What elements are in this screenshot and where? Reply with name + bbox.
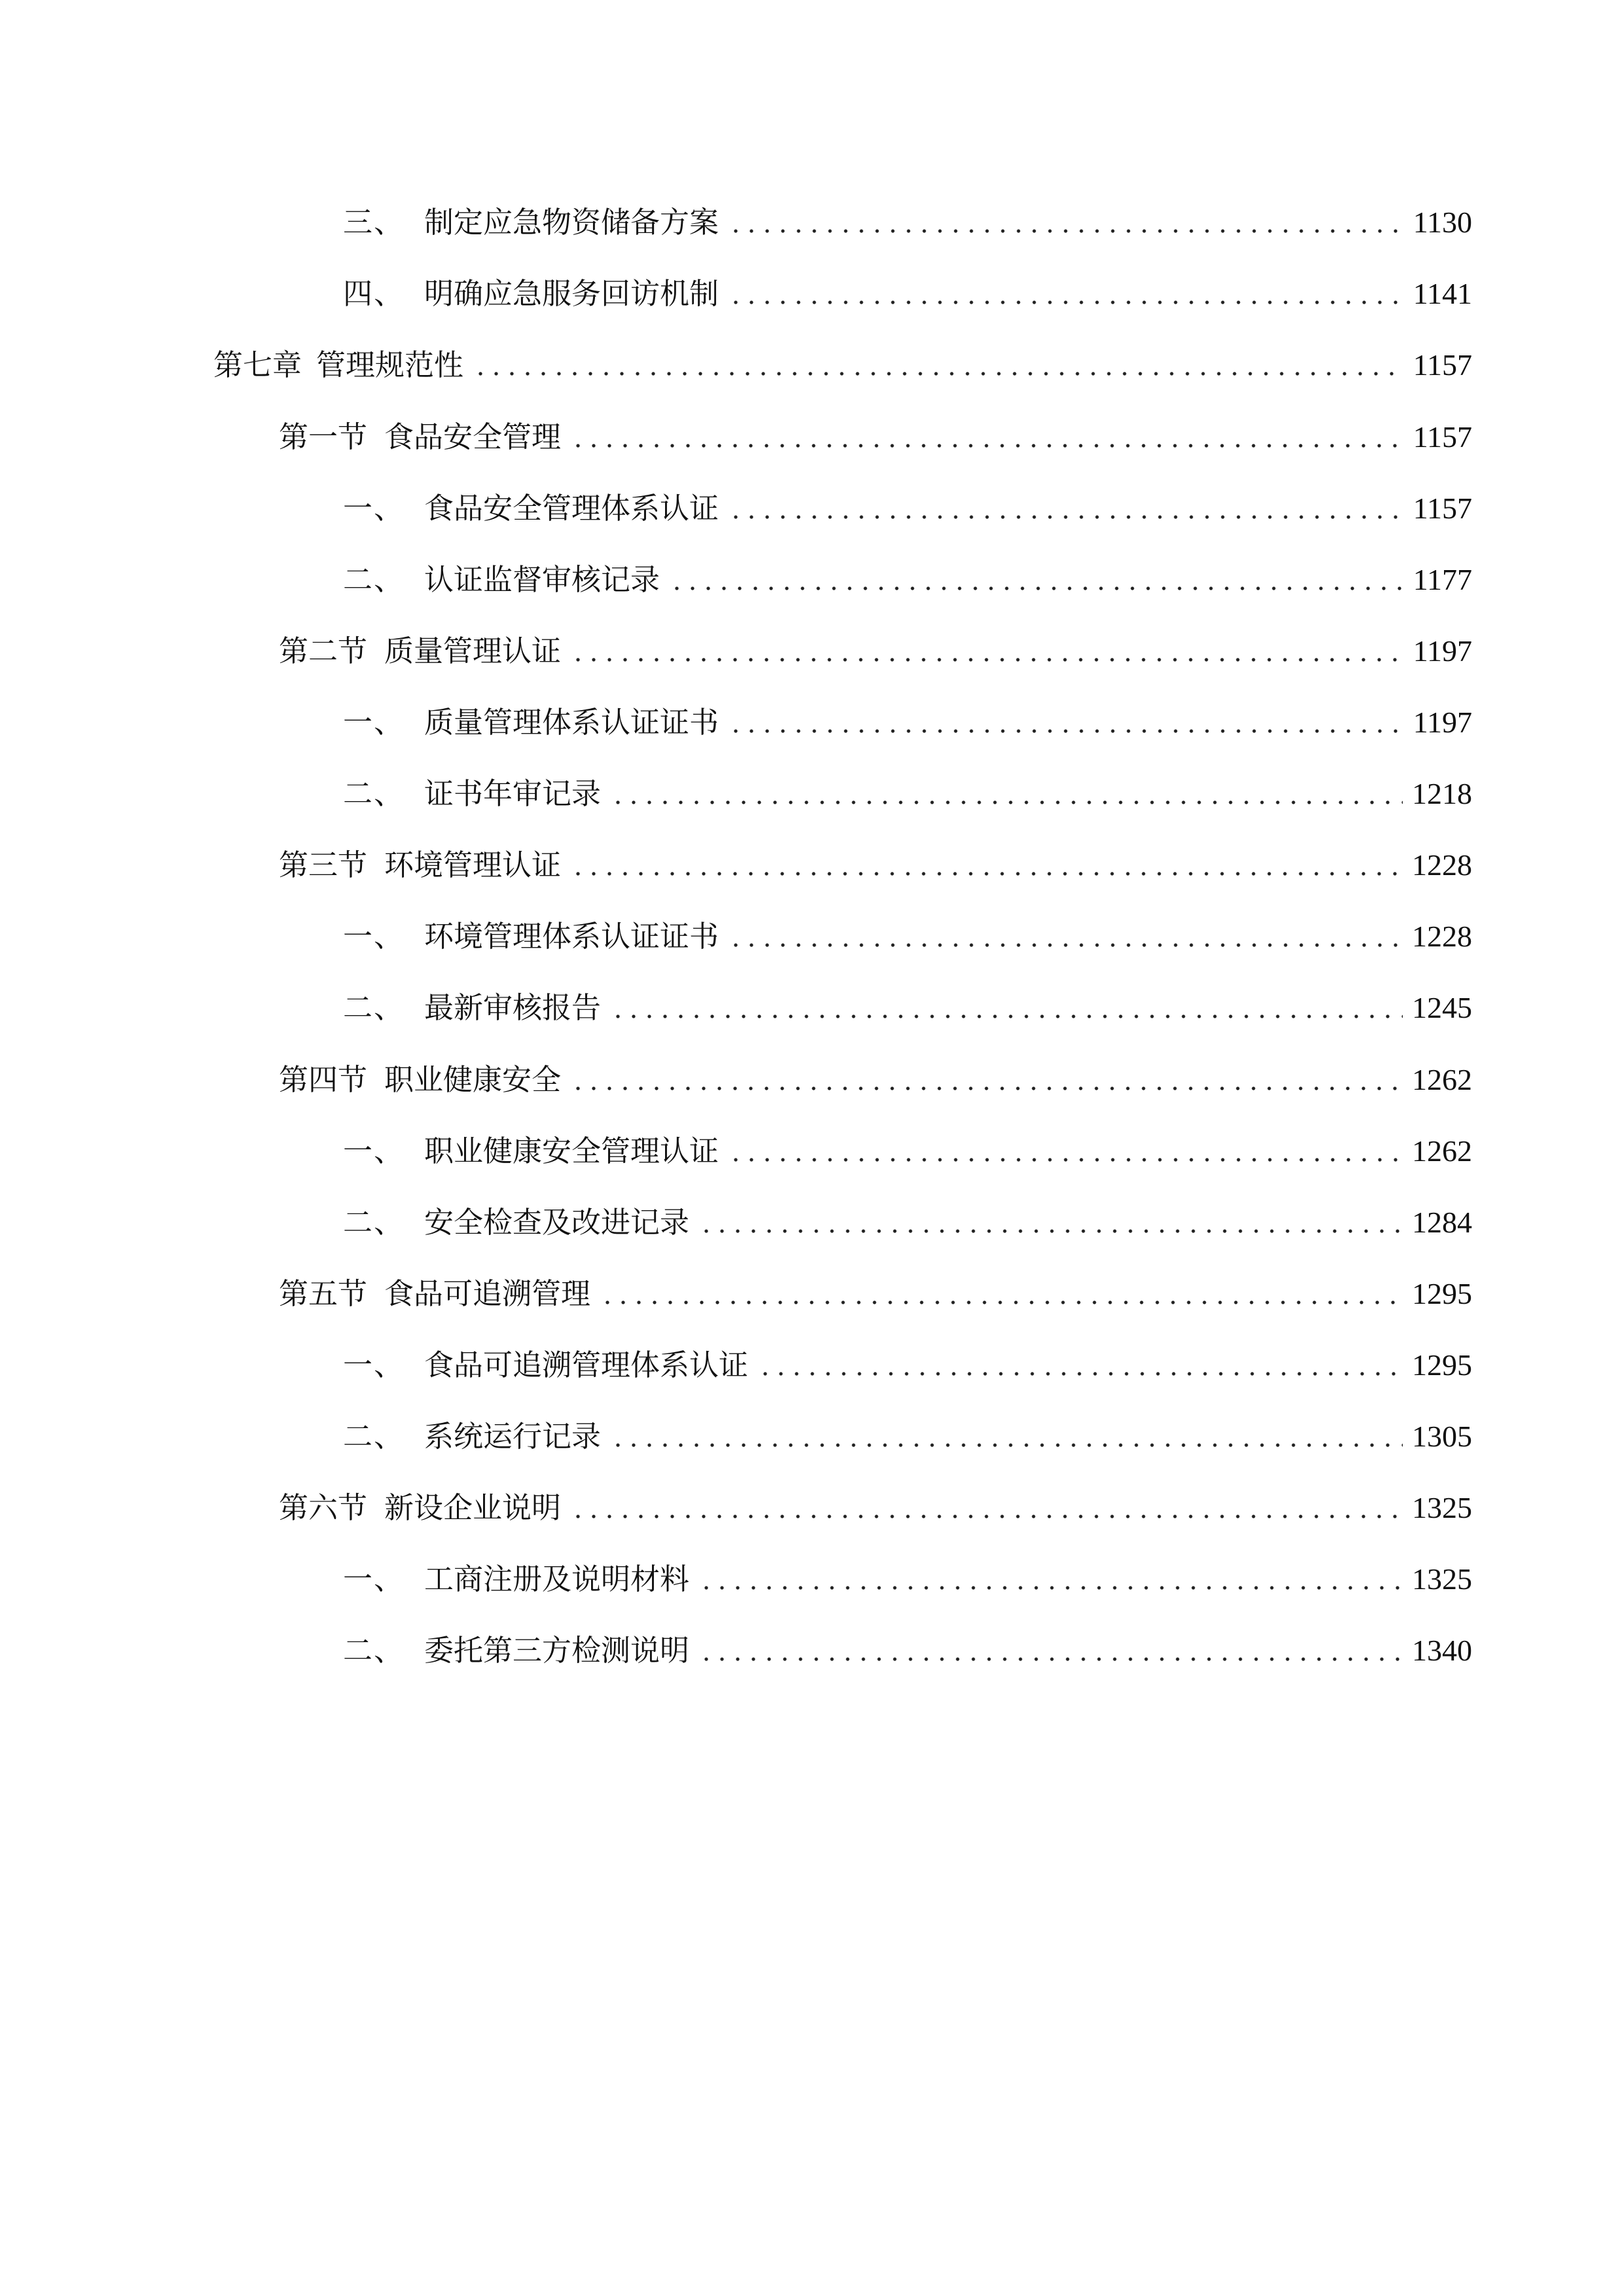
toc-entry[interactable] — [279, 619, 1472, 671]
entry-number: 二、 — [343, 776, 405, 811]
entry-number: 二、 — [343, 1633, 405, 1668]
entry-page-number: 1295 — [1412, 1277, 1472, 1310]
entry-number: 第三节 — [279, 848, 368, 882]
dot-leader — [570, 658, 1404, 662]
entry-title: 食品安全管理 — [384, 420, 562, 454]
toc-entry[interactable] — [279, 1261, 1472, 1314]
dot-leader — [570, 872, 1403, 876]
entry-title: 新设企业说明 — [384, 1490, 562, 1525]
entry-title: 食品安全管理体系认证 — [424, 491, 719, 526]
entry-page-number: 1340 — [1412, 1634, 1472, 1667]
entry-number: 二、 — [343, 562, 405, 597]
toc-entry[interactable] — [279, 404, 1472, 457]
entry-page-number: 1228 — [1412, 848, 1472, 882]
entry-number: 四、 — [343, 276, 405, 311]
entry-number: 第六节 — [279, 1490, 368, 1525]
entry-title: 质量管理体系认证证书 — [424, 705, 719, 740]
entry-title: 安全检查及改进记录 — [424, 1205, 690, 1240]
entry-page-number: 1157 — [1413, 348, 1472, 382]
entry-page-number: 1325 — [1412, 1491, 1472, 1524]
toc-entry[interactable] — [279, 1475, 1472, 1528]
entry-page-number: 1262 — [1412, 1134, 1472, 1168]
entry-page-number: 1197 — [1413, 634, 1472, 668]
dot-leader — [610, 1014, 1403, 1018]
entry-title: 工商注册及说明材料 — [424, 1562, 690, 1596]
entry-title: 职业健康安全管理认证 — [424, 1134, 719, 1168]
entry-page-number: 1197 — [1413, 706, 1472, 739]
entry-number: 一、 — [343, 919, 405, 954]
entry-number: 一、 — [343, 1348, 405, 1382]
entry-title: 认证监督审核记录 — [424, 562, 660, 597]
entry-page-number: 1157 — [1413, 492, 1472, 525]
entry-number: 一、 — [343, 705, 405, 740]
entry-page-number: 1177 — [1413, 563, 1472, 596]
entry-number: 二、 — [343, 990, 405, 1025]
entry-page-number: 1325 — [1412, 1562, 1472, 1596]
entry-title: 明确应急服务回访机制 — [424, 276, 719, 311]
dot-leader — [570, 1086, 1403, 1090]
entry-title: 制定应急物资储备方案 — [424, 205, 719, 240]
toc-entry[interactable] — [343, 476, 1472, 528]
entry-title: 质量管理认证 — [384, 634, 562, 668]
entry-number: 一、 — [343, 1134, 405, 1168]
dot-leader — [570, 444, 1404, 448]
dot-leader — [473, 372, 1404, 376]
entry-page-number: 1157 — [1413, 420, 1472, 454]
entry-title: 证书年审记录 — [424, 776, 602, 811]
entry-title: 职业健康安全 — [384, 1062, 562, 1097]
entry-title: 环境管理体系认证证书 — [424, 919, 719, 954]
dot-leader — [698, 1657, 1403, 1661]
toc-entry[interactable] — [343, 690, 1472, 742]
dot-leader — [728, 229, 1404, 233]
entry-number: 二、 — [343, 1419, 405, 1454]
entry-number: 第七章 — [213, 348, 302, 382]
entry-number: 一、 — [343, 1562, 405, 1596]
entry-title: 管理规范性 — [316, 348, 464, 382]
toc-entry[interactable] — [343, 1190, 1472, 1242]
entry-title: 食品可追溯管理体系认证 — [424, 1348, 749, 1382]
entry-title: 环境管理认证 — [384, 848, 562, 882]
entry-page-number: 1284 — [1412, 1206, 1472, 1239]
dot-leader — [610, 1443, 1403, 1447]
entry-number: 一、 — [343, 491, 405, 526]
entry-page-number: 1305 — [1412, 1420, 1472, 1453]
entry-title: 食品可追溯管理 — [384, 1276, 591, 1311]
toc-entry[interactable] — [343, 547, 1472, 600]
toc-entry[interactable] — [343, 1119, 1472, 1171]
entry-number: 第四节 — [279, 1062, 368, 1097]
toc-entry[interactable] — [279, 1047, 1472, 1100]
dot-leader — [698, 1229, 1403, 1233]
dot-leader — [600, 1300, 1403, 1304]
entry-title: 委托第三方检测说明 — [424, 1633, 690, 1668]
entry-page-number: 1141 — [1413, 277, 1472, 310]
dot-leader — [728, 1158, 1403, 1162]
entry-page-number: 1262 — [1412, 1063, 1472, 1096]
toc-entry[interactable] — [343, 261, 1472, 314]
entry-title: 系统运行记录 — [424, 1419, 602, 1454]
dot-leader — [570, 1515, 1403, 1518]
dot-leader — [728, 300, 1404, 304]
entry-page-number: 1130 — [1413, 206, 1472, 239]
dot-leader — [728, 729, 1404, 733]
entry-number: 第二节 — [279, 634, 368, 668]
entry-page-number: 1295 — [1412, 1348, 1472, 1382]
dot-leader — [728, 943, 1403, 947]
entry-number: 二、 — [343, 1205, 405, 1240]
entry-number: 三、 — [343, 205, 405, 240]
toc-entry[interactable] — [343, 1404, 1472, 1456]
toc-entry[interactable] — [343, 1547, 1472, 1599]
toc-entry[interactable] — [343, 1333, 1472, 1385]
dot-leader — [757, 1372, 1403, 1376]
toc-entry[interactable] — [213, 332, 1472, 385]
toc-entry[interactable] — [343, 975, 1472, 1028]
entry-page-number: 1245 — [1412, 991, 1472, 1024]
toc-entry[interactable] — [343, 904, 1472, 956]
dot-leader — [698, 1586, 1403, 1590]
dot-leader — [610, 800, 1403, 804]
entry-number: 第一节 — [279, 420, 368, 454]
entry-page-number: 1218 — [1412, 777, 1472, 810]
dot-leader — [669, 586, 1404, 590]
toc-entry[interactable] — [343, 1618, 1472, 1670]
toc-entry[interactable] — [343, 190, 1472, 242]
entry-title: 最新审核报告 — [424, 990, 602, 1025]
entry-number: 第五节 — [279, 1276, 368, 1311]
toc-entry[interactable] — [343, 761, 1472, 814]
toc-entry[interactable] — [279, 833, 1472, 885]
entry-page-number: 1228 — [1412, 920, 1472, 953]
dot-leader — [728, 515, 1404, 519]
